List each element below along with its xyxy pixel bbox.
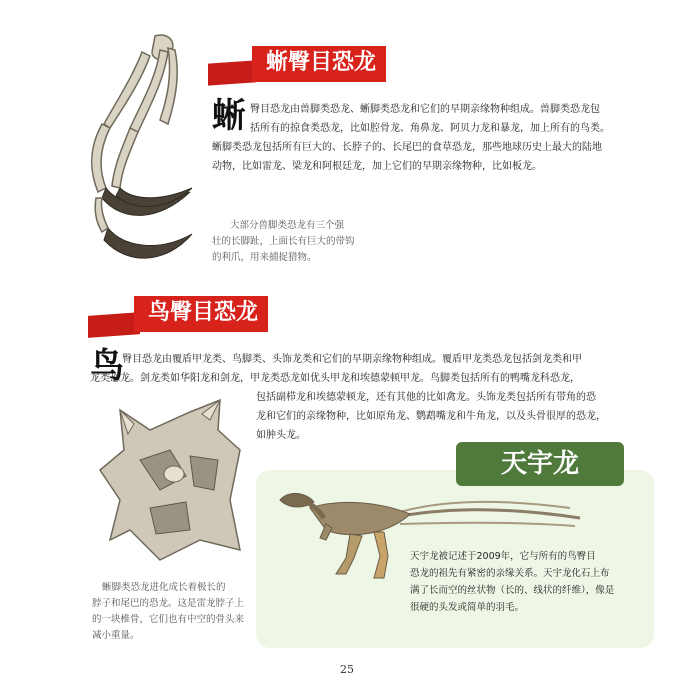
section1-paragraph xyxy=(250,100,660,138)
tianyulong-text xyxy=(410,548,648,616)
section2-line: 臀目恐龙由覆盾甲龙类、鸟脚类、头饰龙类和它们的早期亲缘物种组成。覆盾甲龙类恐龙包括剑龙类和甲 xyxy=(122,354,582,365)
tianyulong-line: 恐龙的祖先有紧密的亲缘关系。天宇龙化石上布 xyxy=(410,568,610,579)
section1-line: 臀目恐龙由兽脚类恐龙、蜥脚类恐龙和它们的早期亲缘物种组成。兽脚类恐龙包 xyxy=(250,104,600,115)
tianyulong-line: 天宇龙被记述于2009年，它与所有的鸟臀目 xyxy=(410,551,596,562)
section1-caption xyxy=(212,218,372,266)
section2-dropcap: 鸟 xyxy=(90,346,124,386)
section1-paragraph-cont xyxy=(212,138,662,176)
vertebra-illustration xyxy=(90,390,260,570)
theropod-claw-illustration xyxy=(80,28,210,278)
page-number: 25 xyxy=(340,663,354,676)
section1-line: 蜥脚类恐龙包括所有巨大的、长脖子的、长尾巴的食草恐龙，那些地球历史上最大的陆地 xyxy=(212,142,602,153)
section2-banner-stripe xyxy=(88,312,140,338)
section1-line: 动物，比如雷龙、梁龙和阿根廷龙，加上它们的早期亲缘物种，比如板龙。 xyxy=(212,161,542,172)
tianyulong-line: 很硬的头发或简单的羽毛。 xyxy=(410,602,525,613)
tianyulong-line: 满了长而空的丝状物（长的、线状的纤维），像是 xyxy=(410,585,615,596)
section2-line: 龙类恐龙。剑龙类如华阳龙和剑龙，甲龙类恐龙如优头甲龙和埃德蒙顿甲龙。鸟脚类包括所有的鸭嘴龙科恐龙， xyxy=(90,373,580,384)
section1-line: 括所有的掠食类恐龙，比如腔骨龙、角鼻龙、阿贝力龙和暴龙，加上所有的鸟类。 xyxy=(250,123,610,134)
caption-line: 蜥脚类恐龙进化成长着极长的 xyxy=(102,582,226,593)
caption-line: 的一块椎骨，它们也有中空的骨头来 xyxy=(92,614,245,625)
caption-line: 的利爪，用来捕捉猎物。 xyxy=(212,252,317,263)
section2-line: 包括副栉龙和埃德蒙顿龙，还有其他的比如禽龙。头饰龙类包括所有带角的恐 xyxy=(256,392,596,403)
section1-dropcap: 蜥 xyxy=(212,96,246,136)
section2-paragraph-cont2 xyxy=(256,388,666,445)
tianyulong-title: 天宇龙 xyxy=(456,442,624,486)
section2-line: 如肿头龙。 xyxy=(256,430,306,441)
caption-line: 脖子和尾巴的恐龙。这是雷龙脖子上 xyxy=(92,598,245,609)
section2-paragraph-cont xyxy=(90,369,660,388)
caption-line: 壮的长脚趾，上面长有巨大的带钩 xyxy=(212,236,355,247)
section1-title: 蜥臀目恐龙 xyxy=(252,46,386,82)
section2-title: 鸟臀目恐龙 xyxy=(134,296,268,332)
section2-line: 龙和它们的亲缘物种，比如原角龙、鹦鹉嘴龙和牛角龙，以及头骨很厚的恐龙， xyxy=(256,411,606,422)
section1-banner-stripe xyxy=(208,60,256,85)
caption-line: 减小重量。 xyxy=(92,630,140,641)
section2-paragraph xyxy=(122,350,662,369)
caption-line: 大部分兽脚类恐龙有三个强 xyxy=(230,220,345,231)
section2-caption xyxy=(92,580,260,644)
